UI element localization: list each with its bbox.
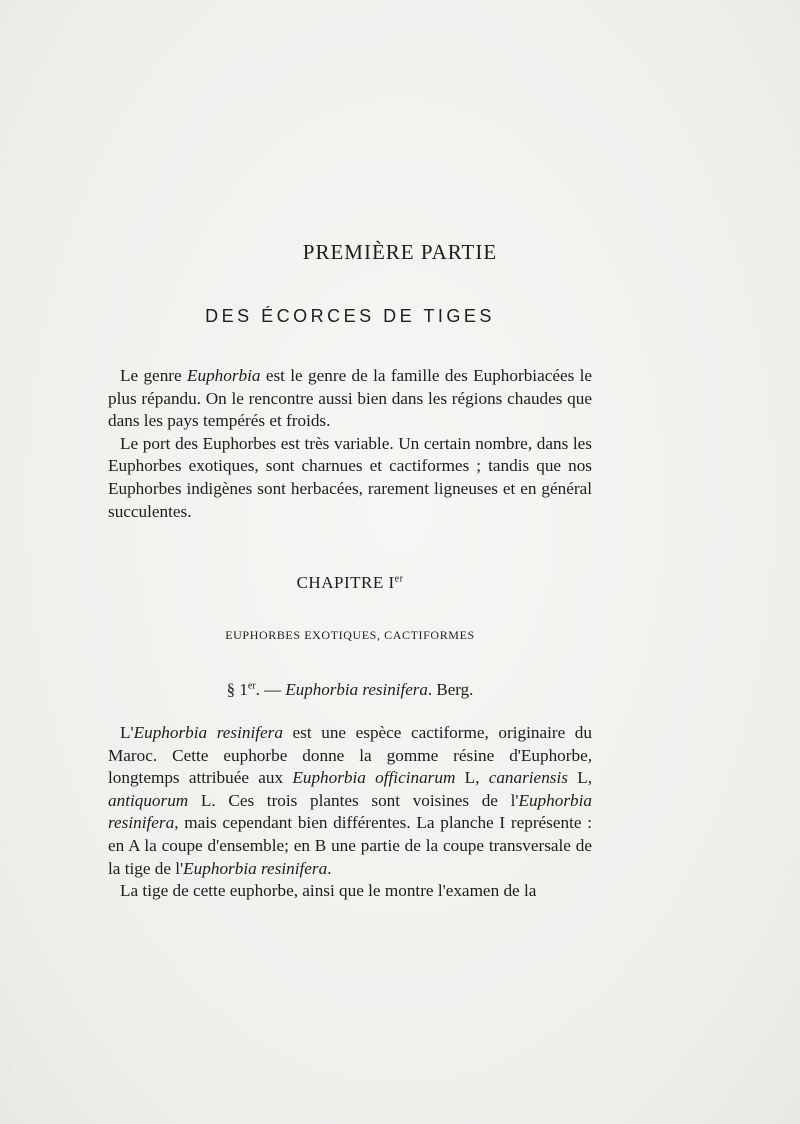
italic-term: Euphorbia resinifera [133,723,283,742]
text-run: L, [567,768,592,788]
text-run: est une espèce cactiforme, originaire du Maroc. Cette euphorbe donne la gomme résine d'Euphorbe, longtemps attribuée aux [108,723,592,788]
italic-term: Euphorbia resinifera [183,858,328,878]
section-title: DES ÉCORCES DE TIGES [205,306,495,326]
italic-term: canariensis [488,768,568,788]
intro-paragraph-2: Le port des Euphorbes est très variable. Un certain nombre, dans les Euphorbes exotiques, sont charnues et cactiformes ; tandis que nos Euphorbes indigènes sont herbacées, rarement ligneuses et en général succulentes. [108,433,592,521]
text-run: Le genre [120,366,187,385]
text-run: L, [455,768,489,788]
italic-term: antiquorum [108,790,189,810]
body-text [108,722,592,903]
text-run: L' [120,723,134,742]
italic-term: Euphorbia officinarum [292,768,456,788]
chapter-title [0,573,700,593]
subsection-species-name: Euphorbia resinifera [285,680,428,699]
text-run: L. Ces trois plantes sont voisines de l' [188,790,519,810]
subsection-heading [0,680,700,700]
body-paragraph-2: La tige de cette euphorbe, ainsi que le montre l'examen de la [120,881,537,901]
intro-text [108,365,592,523]
text-run: est le genre de la famille des Euphorbiacées le plus répandu. On le rencontre aussi bien dans les régions chaudes que dans les pays tempérés et froids. [108,366,593,431]
subsection-prefix-sup: er [247,680,256,692]
chapter-title-text: CHAPITRE I [296,573,395,592]
italic-term: Euphorbia [186,366,261,385]
subsection-dash: . — [255,680,286,699]
text-run: , mais cependant bien différentes. La planche I représente : en A la coupe d'ensemble; en B une partie de la coupe transversale de la tige de l' [108,813,592,878]
chapter-subtitle: EUPHORBES EXOTIQUES, CACTIFORMES [225,628,475,642]
text-run: . [327,858,332,878]
part-title: PREMIÈRE PARTIE [302,240,498,264]
subsection-prefix: § 1 [226,680,248,699]
subsection-author: . Berg. [427,680,474,699]
body-paragraph-1 [108,722,592,880]
chapter-title-sup: er [394,573,404,585]
intro-paragraph-1 [108,365,592,433]
italic-term: Euphorbia resinifera [108,790,592,833]
